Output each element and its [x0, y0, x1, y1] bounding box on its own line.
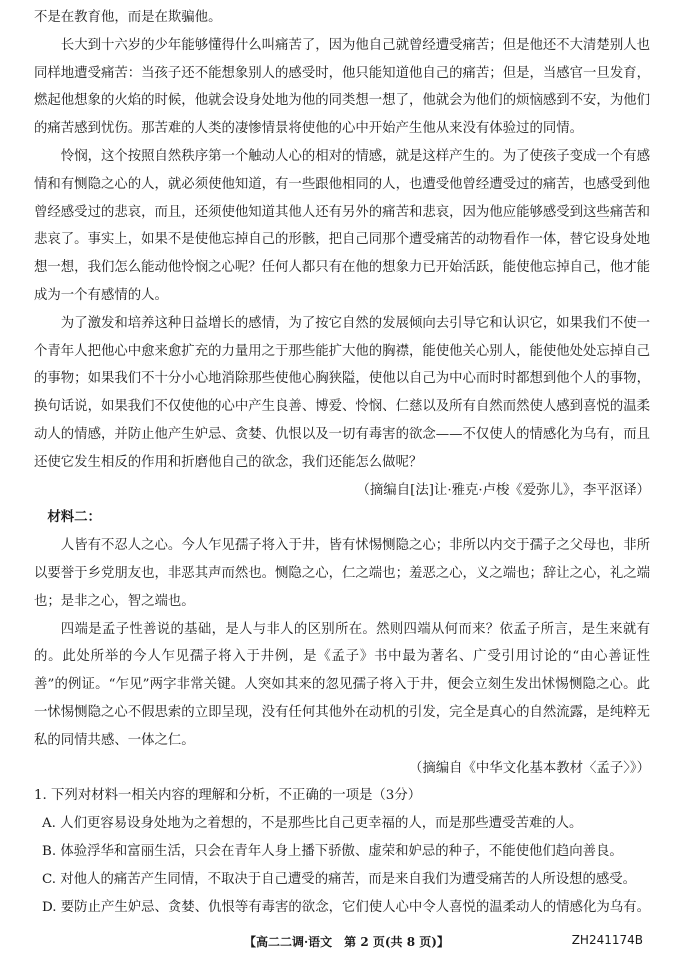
footer-page-info: 【高二二调·语文 第 2 页(共 8 页)】 [244, 935, 449, 949]
material-two-citation: （摘编自《中华文化基本教材〈孟子〉》） [408, 760, 650, 776]
material-one-paragraph-1: 长大到十六岁的少年能够懂得什么叫痛苦了，因为他自己就曾经遭受痛苦；但是他还不大清楚别人也同样地遭受痛苦：当孩子还不能想象别人的感受时，他只能知道他自己的痛苦；但是，当感官一旦发育，燃起他想象的火焰的时候，他就会设身处地为他的同类想一想了，他就会为他们的烦恼感到不安，为他们的痛苦感到忧伤。那苦难的人类的凄惨情景将使他的心中开始产生他从来没有体验过的同情。 [34, 37, 650, 137]
footer-exam-code: ZH241174B [571, 933, 643, 947]
material-two-paragraph-1: 人皆有不忍人之心。今人乍见孺子将入于井，皆有怵惕恻隐之心；非所以内交于孺子之父母也，非所以要誉于乡党朋友也，非恶其声而然也。恻隐之心，仁之端也；羞恶之心，义之端也；辞让之心，礼之端也；是非之心，智之端也。 [34, 538, 650, 609]
page-footer [0, 933, 677, 953]
material-one-paragraph-2: 怜悯，这个按照自然秩序第一个触动人心的相对的情感，就是这样产生的。为了使孩子变成一个有感情和有恻隐之心的人，就必须使他知道，有一些跟他相同的人，也遭受他曾经遭受过的痛苦，也感受到他曾经感受过的悲哀，而且，还须使他知道其他人还有另外的痛苦和悲哀，因为他应能够感受到这些痛苦和悲哀了。事实上，如果不是使他忘掉自己的形骸，把自己同那个遭受痛苦的动物看作一体，替它设身处地想一想，我们怎么能动他怜悯之心呢？任何人都只有在他的想象力已开始活跃，能使他忘掉自己，他才能成为一个有感情的人。 [34, 148, 650, 303]
question-option-c: C. 对他人的痛苦产生同情，不取决于自己遭受的痛苦，而是来自我们为遭受痛苦的人所设想的感受。 [42, 871, 637, 887]
question-stem: 1. 下列对材料一相关内容的理解和分析，不正确的一项是（3分） [34, 788, 422, 804]
question-option-d: D. 要防止产生妒忌、贪婪、仇恨等有毒害的欲念，它们使人心中令人喜悦的温柔动人的情感化为乌有。 [42, 899, 650, 915]
material-one-paragraph-0: 不是在教育他，而是在欺骗他。 [34, 10, 222, 25]
material-two-paragraph-2: 四端是孟子性善说的基础，是人与非人的区别所在。然则四端从何而来？依孟子所言，是生来就有的。此处所举的今人乍见孺子将入于井例，是《孟子》书中最为著名、广受引用讨论的“由心善证性善”的例证。“乍见”两字非常关键。人突如其来的忽见孺子将入于井，便会立刻生发出怵惕恻隐之心。此一怵惕恻隐之心不假思索的立即呈现，没有任何其他外在动机的引发，完全是真心的自然流露，是纯粹无私的同情共感、一体之仁。 [34, 621, 650, 748]
material-two-heading: 材料二： [47, 509, 101, 526]
question-option-a: A. 人们更容易设身处地为之着想的，不是那些比自己更幸福的人，而是那些遭受苦难的人。 [42, 816, 583, 832]
material-one-paragraph-3: 为了激发和培养这种日益增长的感情，为了按它自然的发展倾向去引导它和认识它，如果我们不使一个青年人把他心中愈来愈扩充的力量用之于那些能扩大他的胸襟，能使他关心别人，能使他处处忘掉自己的事物；如果我们不十分小心地消除那些使他心胸狭隘，使他以自己为中心而时时都想到他个人的事物，换句话说，如果我们不仅使他的心中产生良善、博爱、怜悯、仁慈以及所有自然而然使人感到喜悦的温柔动人的情感，并防止他产生妒忌、贪婪、仇恨以及一切有毒害的欲念——不仅使人的情感化为乌有，而且还使它发生相反的作用和折磨他自己的欲念，我们还能怎么做呢？ [34, 315, 650, 470]
material-one-citation: （摘编自[法]让·雅克·卢梭《爱弥儿》，李平沤译） [356, 482, 650, 498]
page-content [34, 4, 650, 921]
question-option-b: B. 体验浮华和富丽生活，只会在青年人身上播下骄傲、虚荣和妒忌的种子，不能使他们趋向善良。 [42, 843, 623, 859]
